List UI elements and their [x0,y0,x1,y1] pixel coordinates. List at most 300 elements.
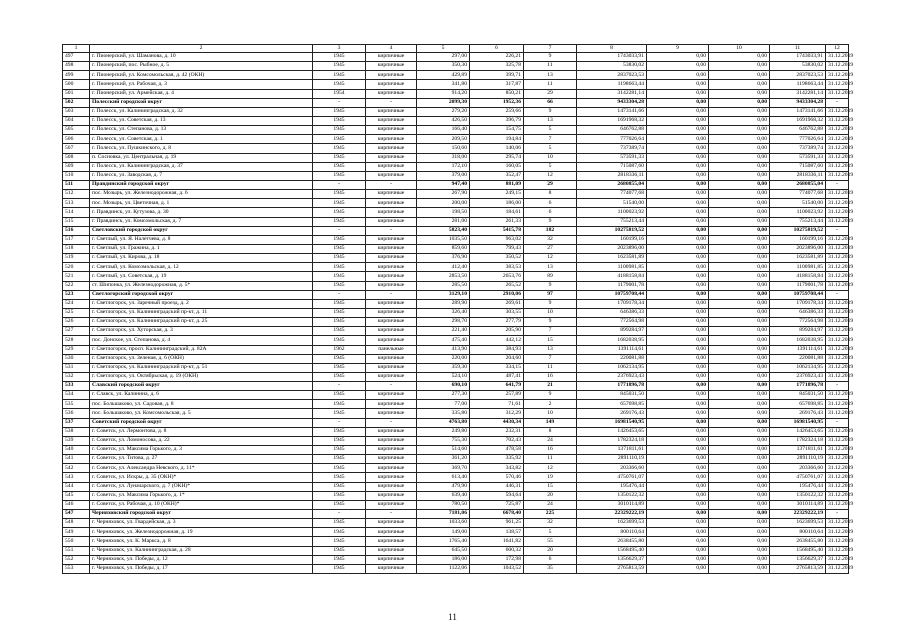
table-cell: 281,00 [417,217,470,226]
table-cell: 2376923,43 [577,372,647,381]
table-cell: 20 [524,491,577,500]
table-cell: 2837023,53 [577,71,647,80]
table-cell: 0,00 [709,482,770,491]
table-cell: 160199,16 [577,235,647,244]
table-cell: 503 [63,107,90,116]
table-cell: 369,70 [417,464,470,473]
table-cell: 1945 [313,555,366,564]
table-cell: 2837023,53 [770,71,826,80]
table-cell: 279,20 [417,107,470,116]
table-cell: 0,00 [709,217,770,226]
table-cell: 0,00 [647,382,709,391]
table-cell: кирпичные [366,272,417,281]
table-cell: 35 [524,564,577,573]
column-number-cell: 10 [709,45,770,53]
table-cell: 0,00 [709,519,770,528]
table-cell: 0,00 [709,144,770,153]
table-cell: 500 [63,80,90,89]
table-cell: 5823,40 [417,226,470,235]
table-cell: 0,00 [647,400,709,409]
table-cell: 0,00 [709,345,770,354]
table-cell: 800110,64 [577,528,647,537]
district-total-row [63,382,849,391]
table-cell: 442,12 [470,336,524,345]
table-row [63,372,849,381]
table-cell: кирпичные [366,427,417,436]
table-cell: 21 [524,382,577,391]
table-cell: 1945 [313,162,366,171]
table-cell: 0,00 [709,71,770,80]
table-cell: 27 [524,244,577,253]
table-cell: 8 [524,190,577,199]
table-cell: г. Советск, ул. Ломоносова, д. 22 [90,436,313,445]
table-cell: 31.12.2019 [826,153,849,162]
table-cell: 525 [63,308,90,317]
table-cell: 0,00 [709,62,770,71]
table-cell: 540 [63,446,90,455]
table-cell: кирпичные [366,546,417,555]
district-total-row [63,98,849,107]
table-cell: 0,00 [709,528,770,537]
table-cell: 0,00 [709,89,770,98]
table-cell: 203366,60 [577,464,647,473]
table-cell: 573591,33 [770,153,826,162]
table-cell: 186,00 [417,555,470,564]
table-cell: 31.12.2019 [826,564,849,573]
table-cell: 1945 [313,272,366,281]
table-cell: 1945 [313,528,366,537]
table-cell: 31.12.2019 [826,53,849,62]
table-cell: 0,00 [709,80,770,89]
table-cell: 600,32 [470,546,524,555]
table-row [63,555,849,564]
table-cell: 9433304,28 [770,98,826,107]
table-cell: г. Светлогорск, ул. Октябрьская, д. 19 (ОКН) [90,372,313,381]
table-cell: кирпичные [366,363,417,372]
table-cell: 1945 [313,354,366,363]
column-number-cell: 7 [524,45,577,53]
table-cell: г. Советск, ул. Рабочая, д. 10 (ОКН)* [90,500,313,509]
table-cell: 140,06 [470,144,524,153]
table-cell: 1623699,53 [770,519,826,528]
table-cell: 350,30 [417,62,470,71]
table-cell: 2680855,04 [770,180,826,189]
table-cell: 505 [63,126,90,135]
table-cell: 553 [63,564,90,573]
column-number-row [63,45,849,53]
table-cell: г. Советск, ул. Луначарского, д. 7 (ОКН)* [90,482,313,491]
table-row [63,89,849,98]
column-number-cell: 2 [90,45,313,53]
table-row [63,500,849,509]
table-cell: 182 [524,226,577,235]
column-number-cell: 3 [313,45,366,53]
table-cell: 1035,50 [417,235,470,244]
table-cell: 361,20 [417,455,470,464]
table-cell: г. Полесск, ул. Советская, д. 1 [90,135,313,144]
table-cell: п. Сосновка, ул. Центральная, д. 19 [90,153,313,162]
table-cell: 0,00 [709,153,770,162]
table-cell: 297,00 [417,53,470,62]
table-cell: - [826,510,849,519]
table-cell: 10275819,52 [770,226,826,235]
table-cell: 1945 [313,281,366,290]
table-cell: 0,00 [709,491,770,500]
table-cell: 24 [524,436,577,445]
table-cell: 0,00 [709,171,770,180]
page-number: 11 [448,612,457,622]
table-cell: 1945 [313,363,366,372]
table-cell: 0,00 [709,382,770,391]
table-cell: 0,00 [709,500,770,509]
table-cell: 5 [524,126,577,135]
table-row [63,318,849,327]
table-cell: кирпичные [366,336,417,345]
table-cell: 0,00 [709,354,770,363]
table-cell: - [313,418,366,427]
table-cell: 487,41 [470,372,524,381]
table-cell: 737389,74 [577,144,647,153]
table-cell: 1945 [313,409,366,418]
table-cell: 0,00 [647,537,709,546]
table-cell: 0,00 [647,464,709,473]
table-cell: 0,00 [709,190,770,199]
table-cell: 0,00 [647,254,709,263]
table-cell: 376,90 [417,254,470,263]
table-cell: 1945 [313,107,366,116]
table-cell: 1743033,91 [577,53,647,62]
table-cell: 0,00 [709,318,770,327]
table-cell: 499 [63,71,90,80]
table-row [63,299,849,308]
table-row [63,400,849,409]
table-cell: 10759708,44 [770,290,826,299]
table-cell: 51540,00 [577,199,647,208]
table-cell: 2818336,11 [577,171,647,180]
table-cell: 0,00 [647,455,709,464]
table-cell: 7 [524,354,577,363]
table-row [63,345,849,354]
table-cell: 1945 [313,171,366,180]
table-cell: 2680855,04 [577,180,647,189]
table-cell: 32 [524,519,577,528]
table-cell: 0,00 [709,98,770,107]
table-cell: - [313,382,366,391]
table-cell: 31.12.2019 [826,473,849,482]
table-cell: кирпичные [366,107,417,116]
table-cell: 16981540,95 [577,418,647,427]
table-cell: 1100023,92 [577,208,647,217]
table-cell: 4430,34 [470,418,524,427]
table-cell: Светловский городской округ [90,226,313,235]
table-cell: кирпичные [366,281,417,290]
table-cell: 166,40 [417,126,470,135]
table-cell: 0,00 [647,107,709,116]
table-row [63,217,849,226]
table-cell: 6 [524,199,577,208]
table-cell: 1945 [313,126,366,135]
table-cell: - [826,382,849,391]
table-row [63,436,849,445]
table-cell: 53830,02 [770,62,826,71]
table-cell: 5 [524,528,577,537]
table-cell: 0,00 [647,354,709,363]
table-cell: г. Светлогорск, ул. Зеленая, д. 6 (ОКН) [90,354,313,363]
table-cell: 524 [63,299,90,308]
table-cell: 379,00 [417,171,470,180]
table-cell: 0,00 [709,135,770,144]
table-cell: 0,00 [647,190,709,199]
table-cell: 521 [63,272,90,281]
table-cell: 1945 [313,491,366,500]
table-cell: 150,60 [417,144,470,153]
table-cell: 325,78 [470,62,524,71]
table-cell: 1945 [313,537,366,546]
table-row [63,336,849,345]
table-cell: 1945 [313,372,366,381]
table-cell: 508 [63,153,90,162]
table-cell: 0,00 [647,135,709,144]
table-cell: 10 [524,308,577,317]
table-cell: 0,00 [709,162,770,171]
table-cell: г. Светлогорск, ул. Калининградский пр-кт, д. 25 [90,318,313,327]
table-cell: г. Пионерский, ул. Рабочая, д. 3 [90,80,313,89]
table-cell: 1391114,61 [770,345,826,354]
table-cell: 317,87 [470,80,524,89]
table-cell: кирпичные [366,162,417,171]
table-cell: 1945 [313,244,366,253]
table-cell: кирпичные [366,391,417,400]
table-cell: 298,70 [417,318,470,327]
table-row [63,519,849,528]
table-cell: 777026,64 [577,135,647,144]
table-cell: 13 [524,263,577,272]
table-cell: кирпичные [366,80,417,89]
table-cell: 9433304,28 [577,98,647,107]
table-cell: 31.12.2019 [826,308,849,317]
table-cell: кирпичные [366,409,417,418]
table-cell: 0,00 [647,272,709,281]
table-cell: 31.12.2019 [826,482,849,491]
table-cell: 2023896,00 [770,244,826,253]
table-cell: 1954 [313,89,366,98]
table-row [63,272,849,281]
table-cell: 7 [524,135,577,144]
table-cell: 13 [524,71,577,80]
table-cell: 0,00 [647,281,709,290]
table-cell: - [366,98,417,107]
table-cell: 0,00 [709,53,770,62]
table-cell: 1122,06 [417,564,470,573]
table-cell: 303,55 [470,308,524,317]
table-cell: г. Полесск, ул. Советская, д. 13 [90,116,313,125]
table-cell: 1568495,40 [770,546,826,555]
table-cell: 31.12.2019 [826,272,849,281]
table-cell: г. Полесск, ул. Пушкинского, д. 8 [90,144,313,153]
table-cell: 544 [63,482,90,491]
table-row [63,144,849,153]
table-cell: 1945 [313,318,366,327]
table-cell: кирпичные [366,564,417,573]
table-row [63,455,849,464]
table-cell: 1945 [313,327,366,336]
table-cell: 0,00 [709,116,770,125]
table-cell: 1198663,44 [577,80,647,89]
table-cell: 31.12.2019 [826,436,849,445]
table-cell: 0,00 [709,180,770,189]
table-cell: 77,00 [417,400,470,409]
table-cell: - [366,382,417,391]
table-cell: 0,00 [647,153,709,162]
table-cell: 13 [524,345,577,354]
table-cell: 1709178,34 [577,299,647,308]
table-cell: 516 [63,226,90,235]
table-cell: 1043,52 [470,564,524,573]
table-cell: 16 [524,446,577,455]
table-cell: 2853,50 [417,272,470,281]
table-cell: 267,90 [417,190,470,199]
table-cell: - [313,226,366,235]
table-cell: 646386,33 [577,308,647,317]
table-cell: кирпичные [366,53,417,62]
column-number-cell: 5 [417,45,470,53]
table-cell: 646762,88 [577,126,647,135]
table-row [63,409,849,418]
table-cell: 514,60 [417,446,470,455]
table-cell: 1782324,18 [770,436,826,445]
table-cell: 285,50 [417,281,470,290]
table-cell: кирпичные [366,299,417,308]
table-cell: 446,31 [470,482,524,491]
table-cell: 3010114,89 [577,500,647,509]
table-cell: 200,00 [417,199,470,208]
table-cell: кирпичные [366,455,417,464]
table-cell: г. Светлогорск, ул. Хуторская, д. 3 [90,327,313,336]
table-cell: 9 [524,281,577,290]
table-cell: 11 [524,363,577,372]
table-cell: 690,10 [417,382,470,391]
table-cell: 501 [63,89,90,98]
table-cell: 1691968,32 [770,116,826,125]
table-cell: г. Светлый, ул. Я. Налетчева, д. 8 [90,235,313,244]
table-cell: г. Славск, ул. Калинина, д. 6 [90,391,313,400]
table-row [63,482,849,491]
table-cell: 160199,16 [770,235,826,244]
table-cell: - [366,418,417,427]
table-cell: 737389,74 [770,144,826,153]
table-row [63,537,849,546]
table-cell: 498 [63,62,90,71]
table-cell: 0,00 [647,372,709,381]
table-cell: 186,00 [470,199,524,208]
table-cell: 31.12.2019 [826,254,849,263]
table-cell: 0,00 [709,272,770,281]
table-cell: 51540,00 [770,199,826,208]
column-number-cell: 4 [366,45,417,53]
table-cell: 0,00 [709,446,770,455]
table-cell: 514 [63,208,90,217]
table-cell: 646762,88 [770,126,826,135]
table-cell: 7181,06 [417,510,470,519]
table-cell: 31.12.2019 [826,491,849,500]
table-cell: г. Черняховск, ул. Победы, д. 17 [90,564,313,573]
table-cell: 772564,98 [770,318,826,327]
table-cell: 509 [63,162,90,171]
table-cell: 0,00 [647,327,709,336]
table-cell: 225 [524,510,577,519]
table-cell: 31.12.2019 [826,519,849,528]
table-cell: 657698,85 [770,400,826,409]
table-cell: 10275819,52 [577,226,647,235]
table-cell: кирпичные [366,528,417,537]
table-cell: 1682038,95 [770,336,826,345]
table-cell: 16 [524,372,577,381]
table-cell: 523 [63,290,90,299]
table-cell: 11 [524,455,577,464]
table-cell: 335,92 [470,455,524,464]
table-cell: 335,80 [417,409,470,418]
table-cell: 0,00 [647,318,709,327]
table-row [63,107,849,116]
table-cell: 0,00 [647,80,709,89]
table-cell: 6678,40 [470,510,524,519]
table-row [63,308,849,317]
table-cell: кирпичные [366,171,417,180]
table-cell: 429,89 [417,71,470,80]
table-cell: 3129,10 [417,290,470,299]
table-cell: 1179001,78 [577,281,647,290]
table-cell: 29 [524,180,577,189]
table-cell: кирпичные [366,135,417,144]
table-cell: г. Светлогорск, ул. Калининградский пр-кт, д. 51 [90,363,313,372]
table-cell: 0,00 [709,254,770,263]
table-cell: 539 [63,436,90,445]
table-cell: 31.12.2019 [826,400,849,409]
table-cell: 1350122,32 [770,491,826,500]
column-number-cell: 6 [470,45,524,53]
table-cell: 31.12.2019 [826,528,849,537]
table-cell: 352,47 [470,171,524,180]
table-cell: 31.12.2019 [826,217,849,226]
table-cell: кирпичные [366,126,417,135]
table-cell: 0,00 [647,180,709,189]
table-cell: 777026,64 [770,135,826,144]
table-cell: 850,21 [470,89,524,98]
table-cell: 0,00 [647,62,709,71]
table-row [63,327,849,336]
table-cell: 10759708,44 [577,290,647,299]
table-cell: 0,00 [647,345,709,354]
table-cell: г. Полесск, ул. Калининградская, д. 37 [90,162,313,171]
table-cell: 0,00 [647,500,709,509]
table-cell: 12 [524,464,577,473]
table-cell: 31.12.2019 [826,190,849,199]
table-cell: 257,89 [470,391,524,400]
table-cell: 194,84 [470,135,524,144]
table-cell: 31.12.2019 [826,446,849,455]
table-cell: г. Полесск, ул. Заводская, д. 7 [90,171,313,180]
table-cell: 2376923,43 [770,372,826,381]
table-cell: 1945 [313,464,366,473]
table-cell: 1945 [313,62,366,71]
column-number-cell: 1 [63,45,90,53]
table-cell: 0,00 [647,391,709,400]
table-cell: - [826,226,849,235]
table-cell: 961,25 [470,519,524,528]
table-cell: 1765,40 [417,537,470,546]
table-row [63,427,849,436]
table-cell: 1691968,32 [577,116,647,125]
